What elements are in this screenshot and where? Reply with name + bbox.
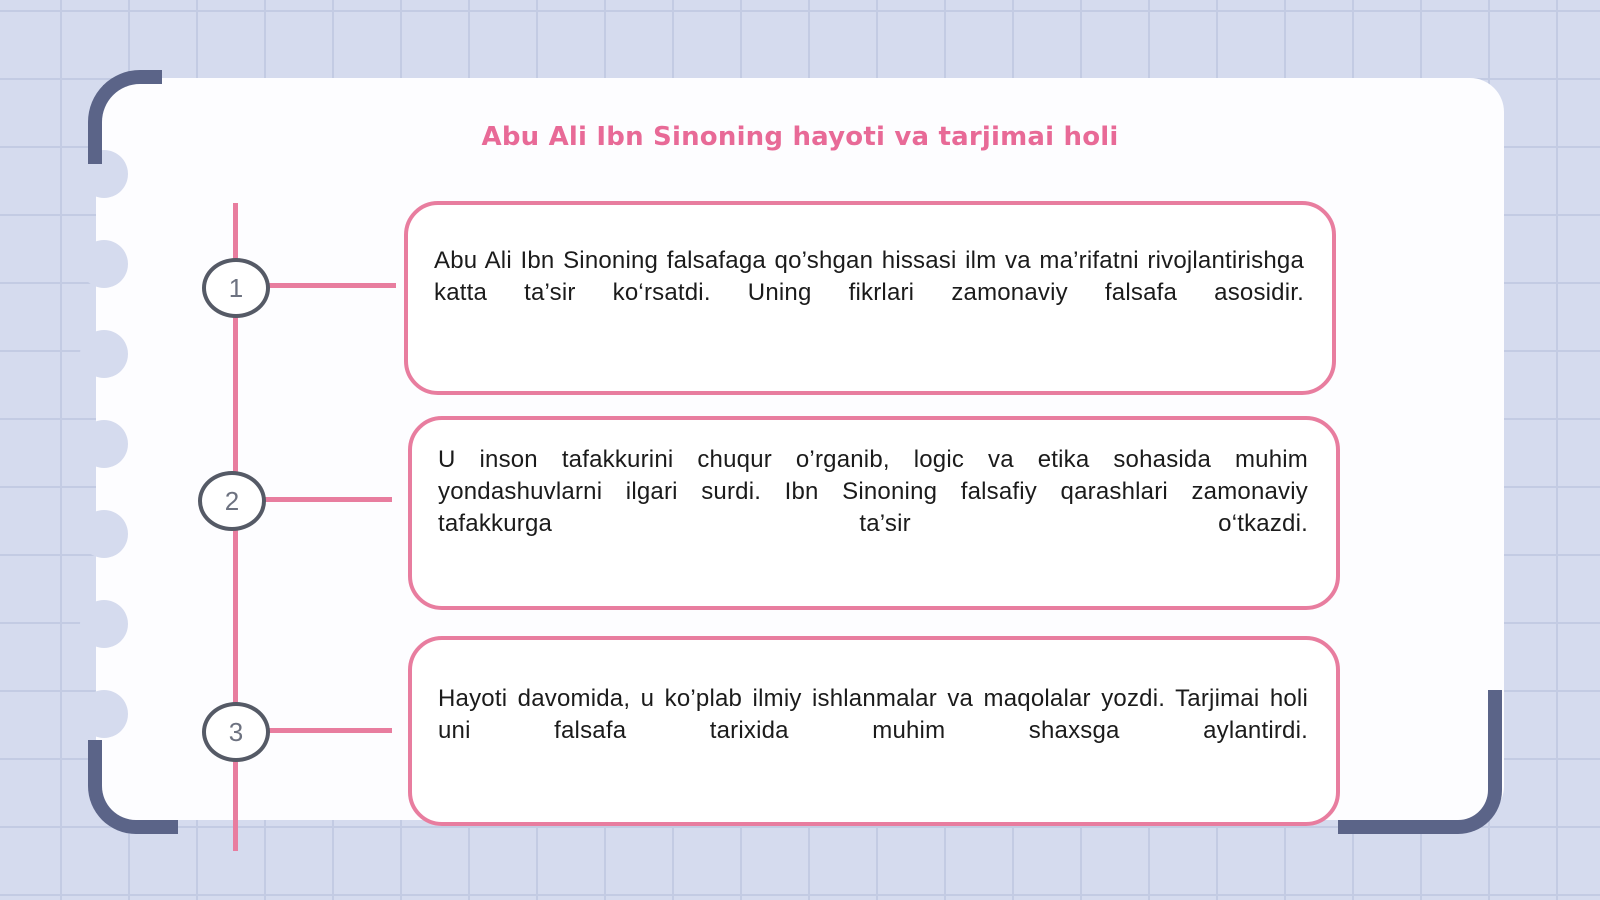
binder-notch [80, 690, 128, 738]
timeline-connector [266, 283, 396, 288]
corner-bracket-bottom-left [88, 740, 178, 834]
card-text: Hayoti davomida, u ko’plab ilmiy ishlanmalar va maqolalar yozdi. Tarjimai holi uni falsafa tarixida muhim shaxsga aylantirdi. [438, 685, 1308, 744]
binder-notch [80, 600, 128, 648]
card-text: Abu Ali Ibn Sinoning falsafaga qo’shgan hissasi ilm va ma’rifatni rivojlantirishga katta ta’sir ko‘rsatdi. Uning fikrlari zamonaviy falsafa asosidir. [434, 247, 1304, 306]
binder-notch [80, 510, 128, 558]
timeline-connector [266, 728, 392, 733]
binder-notch [80, 420, 128, 468]
step-number-3: 3 [202, 702, 270, 762]
card-text: U inson tafakkurini chuqur o’rganib, logic va etika sohasida muhim yondashuvlarni ilgari surdi. Ibn Sinoning falsafiy qarashlari zamonaviy tafakkurga ta’sir o‘tkazdi. [438, 446, 1308, 537]
corner-bracket-bottom-right [1338, 690, 1502, 834]
timeline-card-2 [408, 416, 1340, 610]
timeline-card-3 [408, 636, 1340, 826]
binder-notch [80, 330, 128, 378]
timeline-card-1 [404, 201, 1336, 395]
slide-title: Abu Ali Ibn Sinoning hayoti va tarjimai holi [481, 122, 1119, 152]
binder-notch [80, 240, 128, 288]
step-number-1: 1 [202, 258, 270, 318]
step-number-2: 2 [198, 471, 266, 531]
timeline-connector [262, 497, 392, 502]
